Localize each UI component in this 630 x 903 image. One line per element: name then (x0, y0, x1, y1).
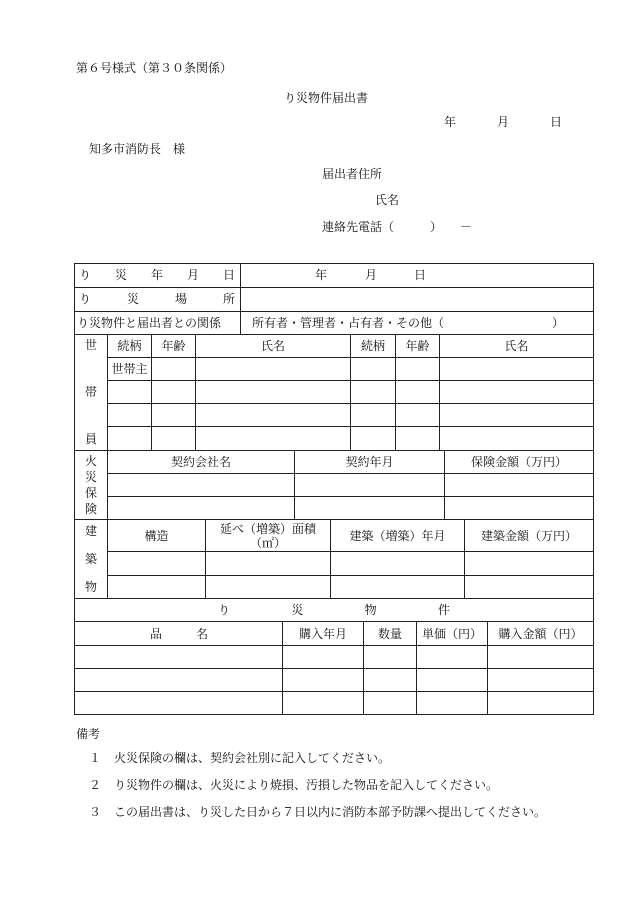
floor-area-line1: 延べ（増築）面積 (219, 521, 316, 536)
building-col-build-cost: 建築金額（万円） (480, 528, 577, 543)
household-col-age-2: 年齢 (405, 339, 430, 353)
disaster-date-year: 年 (315, 268, 328, 282)
label-char: 場 (174, 292, 187, 306)
label-char: 災 (84, 470, 97, 484)
label-char: 世 (84, 338, 97, 352)
building-side-label (75, 524, 107, 594)
label-char: 物 (84, 580, 97, 594)
label-char: 建 (84, 524, 97, 538)
document-title: り災物件届出書 (284, 91, 369, 105)
date-month: 月 (497, 115, 510, 129)
label-char: り (79, 292, 92, 306)
floor-area-line2: （㎡） (249, 535, 286, 550)
building-col-structure: 構造 (144, 528, 169, 543)
label-char: 築 (84, 552, 97, 566)
disaster-place-field[interactable] (241, 288, 593, 311)
applicant-address-label: 届出者住所 (322, 167, 383, 181)
remark-number: １ (89, 751, 102, 765)
disaster-date-month: 月 (365, 268, 378, 282)
remark-number: ３ (89, 805, 102, 819)
household-col-relation: 続柄 (117, 339, 142, 353)
label-char: 名 (195, 627, 208, 641)
building-col-floor-area (206, 520, 330, 551)
label-char: 保 (84, 486, 97, 500)
disaster-date-label (79, 268, 235, 282)
label-char: 帯 (84, 385, 97, 399)
household-col-relation-2: 続柄 (360, 339, 385, 353)
insurance-col-amount: 保険金額（万円） (470, 455, 567, 469)
addressee: 知多市消防長 様 (89, 142, 186, 156)
applicant-name-label: 氏名 (375, 193, 400, 207)
relation-label: り災物件と届出者との関係 (77, 316, 222, 330)
label-char: 険 (84, 502, 97, 516)
phone-label: 連絡先電話（ ） － (322, 220, 473, 234)
label-char: 年 (150, 268, 163, 282)
remark-number: ２ (89, 778, 102, 792)
items-col-quantity: 数量 (377, 626, 402, 641)
insurance-col-company: 契約会社名 (170, 455, 231, 469)
items-col-unit-price: 単価（円） (421, 626, 482, 641)
label-char: 所 (222, 292, 235, 306)
label-char: 災 (126, 292, 139, 306)
remarks-heading: 備考 (76, 727, 101, 741)
building-col-build-date: 建築（増築）年月 (349, 528, 446, 543)
disaster-place-label (79, 292, 235, 306)
insurance-col-contract-date: 契約年月 (345, 455, 394, 469)
insurance-entry-area[interactable] (108, 474, 593, 519)
remark-text: この届出書は、り災した日から７日以内に消防本部予防課へ提出してください。 (114, 805, 547, 819)
items-col-purchase-date: 購入年月 (298, 626, 347, 641)
label-char: 員 (84, 432, 97, 446)
items-entry-area[interactable] (75, 646, 593, 714)
items-section-title (218, 603, 450, 617)
items-col-item-name (150, 627, 208, 641)
household-entry-area[interactable] (108, 358, 593, 450)
label-char: 品 (150, 627, 163, 641)
date-year: 年 (444, 115, 457, 129)
remark-text: り災物件の欄は、火災により焼損、汚損した物品を記入してください。 (114, 778, 499, 792)
label-char: 災 (291, 603, 304, 617)
household-side-label (75, 338, 107, 446)
form-number: 第６号様式（第３０条関係） (76, 61, 233, 75)
label-char: 災 (114, 268, 127, 282)
household-col-age: 年齢 (161, 339, 186, 353)
label-char: り (218, 603, 231, 617)
label-char: 件 (437, 603, 450, 617)
label-char: 火 (84, 454, 97, 468)
disaster-date-day: 日 (414, 268, 427, 282)
label-char: 月 (186, 268, 199, 282)
label-char: り (79, 268, 92, 282)
household-col-name-2: 氏名 (504, 339, 529, 353)
items-col-purchase-amount: 購入金額（円） (498, 626, 583, 641)
relation-options[interactable]: 所有者・管理者・占有者・その他（ ） (252, 316, 565, 330)
building-entry-area[interactable] (108, 552, 593, 598)
label-char: 日 (222, 268, 235, 282)
remark-text: 火災保険の欄は、契約会社別に記入してください。 (114, 751, 391, 765)
household-col-name: 氏名 (260, 339, 285, 353)
date-day: 日 (550, 115, 563, 129)
head-of-household-cell: 世帯主 (111, 362, 148, 376)
label-char: 物 (364, 603, 377, 617)
insurance-side-label (75, 454, 107, 516)
